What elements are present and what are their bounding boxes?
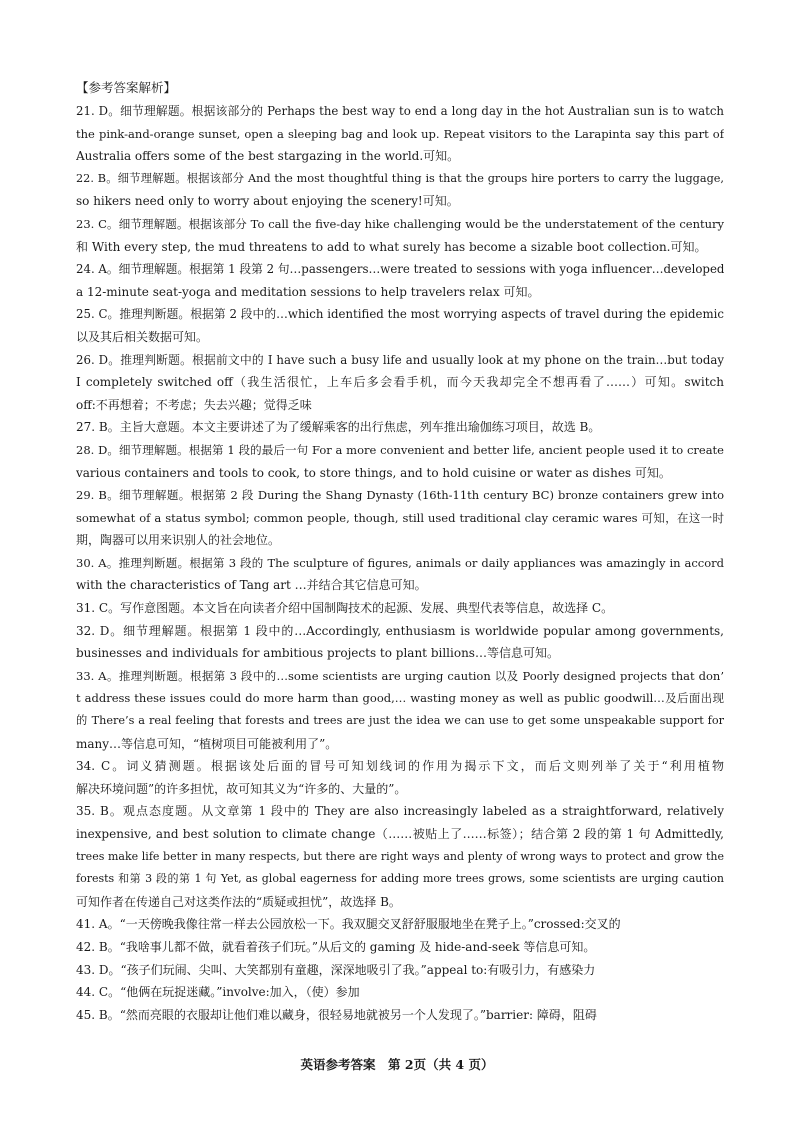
answer-entry <box>76 913 724 936</box>
answer-list <box>76 100 724 1026</box>
answer-line: 25. C。推理判断题。根据第 2 段中的…which identified the most worrying aspects of travel during the epidemic <box>76 307 724 322</box>
answer-entry <box>76 981 724 1004</box>
answer-entry <box>76 597 724 620</box>
answer-line: 24. A。细节理解题。根据第 1 段第 2 句…passengers…were treated to sessions with yoga influencer…developed <box>76 262 724 277</box>
answer-entry <box>76 100 724 168</box>
answer-line: 42. B。“我啥事儿都不做，就看着孩子们玩。”从后文的 gaming 及 hide-and-seek 等信息可知。 <box>76 939 596 954</box>
answer-line: 21. D。细节理解题。根据该部分的 Perhaps the best way to end a long day in the hot Australian sun is to watch <box>76 104 724 118</box>
answer-line: 33. A。推理判断题。根据第 3 段中的…some scientists are urging caution 以及 Poorly designed projects that don’ <box>76 668 724 683</box>
answer-entry <box>76 484 724 552</box>
answer-line: off:不再想着；不考虑；失去兴趣；觉得乏味 <box>76 397 312 412</box>
answer-entry <box>76 800 724 913</box>
answer-line: 30. A。推理判断题。根据第 3 段的 The sculpture of figures, animals or daily appliances was amazingly in accord <box>76 555 724 570</box>
answer-line: 31. C。写作意图题。本文旨在向读者介绍中国制陶技术的起源、发展、典型代表等信息，故选择 C。 <box>76 601 614 616</box>
answer-entry <box>76 1004 724 1027</box>
answer-entry <box>76 439 724 484</box>
answer-line: 41. A。“一天傍晚我像往常一样去公园放松一下。我双腿交叉舒舒服服地坐在凳子上。”crossed:交叉的 <box>76 917 621 932</box>
answer-entry <box>76 168 724 213</box>
answer-line: somewhat of a status symbol; common people, though, still used traditional clay ceramic wares 可知，在这一时 <box>76 510 724 525</box>
answer-line: 45. B。“然而亮眼的衣服却让他们难以藏身，很轻易地就被另一个人发现了。”barrier: 障碍，阻碍 <box>76 1007 597 1022</box>
answer-line: 期，陶器可以用来识别人的社会地位。 <box>76 533 281 548</box>
page-footer: 英语参考答案 第 2页（共 4 页） <box>300 1057 494 1072</box>
answer-entry <box>76 552 724 597</box>
answer-line: so hikers need only to worry about enjoying the scenery!可知。 <box>76 194 459 209</box>
answer-line: 22. B。细节理解题。根据该部分 And the most thoughtful thing is that the groups hire porters to carry the luggage, <box>76 171 724 185</box>
answer-line: 28. D。细节理解题。根据第 1 段的最后一句 For a more convenient and better life, ancient people used it to create <box>76 442 724 457</box>
answer-line: inexpensive, and best solution to climate change（……被贴上了……标签）；结合第 2 段的第 1 句 Admittedly, <box>76 827 724 841</box>
answer-entry <box>76 416 724 439</box>
answer-entry <box>76 936 724 959</box>
answer-line: 和 With every step, the mud threatens to add to what surely has become a sizable boot collection.可知。 <box>76 239 707 254</box>
answer-line: t address these issues could do more harm than good,… wasting money as well as public goodwill…及后面出现 <box>76 691 724 706</box>
answer-line: a 12-minute seat-yoga and meditation sessions to help travelers relax 可知。 <box>76 284 540 299</box>
answer-analysis-heading: 【参考答案解析】 <box>76 80 177 95</box>
answer-entry <box>76 755 724 800</box>
answer-entry <box>76 303 724 348</box>
answer-line: 35. B。观点态度题。从文章第 1 段中的 They are also increasingly labeled as a straightforward, relatively <box>76 804 724 819</box>
answer-entry <box>76 620 724 665</box>
answer-line: 43. D。“孩子们玩闹、尖叫、大笑都别有童趣，深深地吸引了我。”appeal to:有吸引力，有感染力 <box>76 962 596 977</box>
answer-line: 32. D。细节理解题。根据第 1 段中的…Accordingly, enthusiasm is worldwide popular among governments, <box>76 623 724 638</box>
answer-line: 29. B。细节理解题。根据第 2 段 During the Shang Dynasty (16th-11th century BC) bronze containers grew into <box>76 488 724 503</box>
answer-line: 的 There’s a real feeling that forests and trees are just the idea we can use to get some unspeakable support for <box>76 714 724 728</box>
answer-line: with the characteristics of Tang art …并结合其它信息可知。 <box>76 578 427 593</box>
answer-line: 34. C。词义猜测题。根据该处后面的冒号可知划线词的作用为揭示下文，而后文则列举了关于“利用植物 <box>76 759 724 774</box>
answer-line: 可知作者在传递自己对这类作法的“质疑或担忧”，故选择 B。 <box>76 894 401 909</box>
answer-line: businesses and individuals for ambitious projects to plant billions…等信息可知。 <box>76 646 559 661</box>
answer-line: the pink-and-orange sunset, open a sleeping bag and look up. Repeat visitors to the Larapinta say this part of <box>76 126 724 141</box>
answer-line: 44. C。“他俩在玩捉迷藏。”involve:加入，（使）参加 <box>76 985 360 1000</box>
answer-line: Australia offers some of the best stargazing in the world.可知。 <box>76 149 460 164</box>
answer-line: 以及其后相关数据可知。 <box>76 329 209 344</box>
answer-line: 解决环境问题”的许多担忧，故可知其义为“许多的、大量的”。 <box>76 781 407 796</box>
answer-line: many…等信息可知，“植树项目可能被利用了”。 <box>76 736 338 751</box>
answer-entry <box>76 665 724 755</box>
answer-entry <box>76 349 724 417</box>
answer-entry <box>76 258 724 303</box>
answer-line: forests 和第 3 段的第 1 句 Yet, as global eagerness for adding more trees grows, some scientists are urging caution <box>76 872 724 886</box>
answer-line: various containers and tools to cook, to store things, and to hold cuisine or water as dishes 可知。 <box>76 465 671 480</box>
answer-entry <box>76 959 724 982</box>
answer-line: 23. C。细节理解题。根据该部分 To call the five-day hike challenging would be the understatement of the century <box>76 216 724 231</box>
answer-line: 26. D。推理判断题。根据前文中的 I have such a busy life and usually look at my phone on the train…but today <box>76 352 724 367</box>
answer-line: I completely switched off（我生活很忙，上车后多会看手机，而今天我却完全不想再看了……）可知。switch <box>76 375 724 390</box>
answer-line: 27. B。主旨大意题。本文主要讲述了为了缓解乘客的出行焦虑，列车推出瑜伽练习项目，故选 B。 <box>76 420 601 435</box>
answer-entry <box>76 213 724 258</box>
answer-line: trees make life better in many respects, but there are right ways and plenty of wrong ways to protect and grow the <box>76 849 724 863</box>
